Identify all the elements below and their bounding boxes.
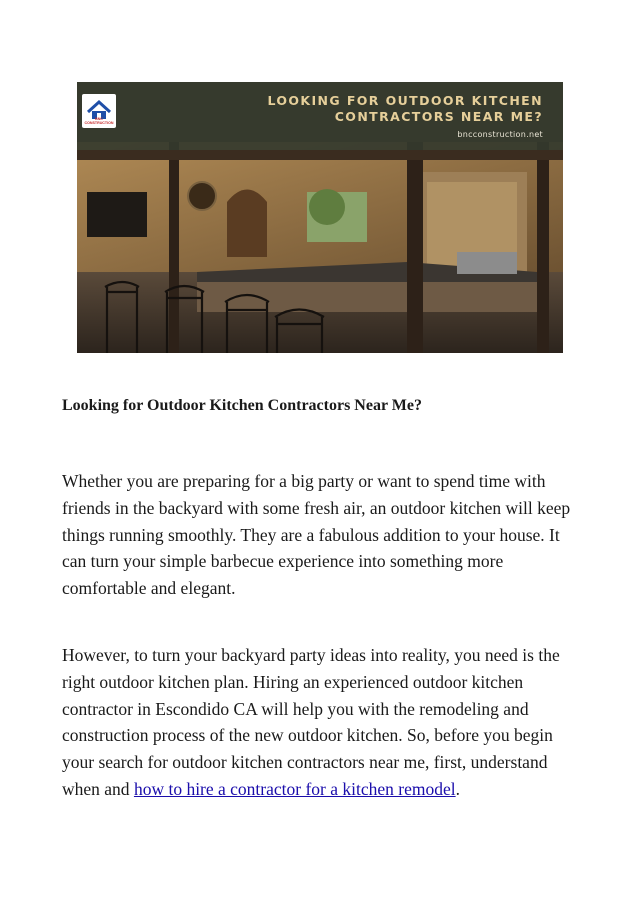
paragraph-hiring — [62, 642, 582, 803]
hero-banner — [77, 82, 563, 150]
company-logo — [82, 94, 116, 128]
banner-title-line1: LOOKING FOR OUTDOOR KITCHEN — [267, 93, 543, 108]
paragraph-intro: Whether you are preparing for a big party or want to spend time with friends in the backyard with some fresh air, an outdoor kitchen will keep things running smoothly. They are a fabulous addition to your house. It can turn your simple barbecue experience into something more comfortable and elegant. — [62, 471, 571, 599]
article-heading: Looking for Outdoor Kitchen Contractors Near Me? — [62, 397, 422, 414]
paragraph-hiring-end: . — [455, 778, 460, 799]
banner-url: bncconstruction.net — [457, 130, 543, 139]
logo-wordmark: BNC CONSTRUCTION — [84, 117, 114, 125]
hero-image — [77, 82, 563, 353]
hire-contractor-link[interactable]: how to hire a contractor for a kitchen remodel — [133, 778, 456, 799]
banner-title-line2: CONTRACTORS NEAR ME? — [334, 109, 543, 124]
paragraph-hiring-text: However, to turn your backyard party ideas into reality, you need is the right outdoor kitchen plan. Hiring an experienced outdoor kitchen contractor in Escondido CA will help you with the remodeling and construction process of the new outdoor kitchen. So, before you begin your search for outdoor kitchen contractors near me, first, understand when and — [62, 645, 560, 799]
